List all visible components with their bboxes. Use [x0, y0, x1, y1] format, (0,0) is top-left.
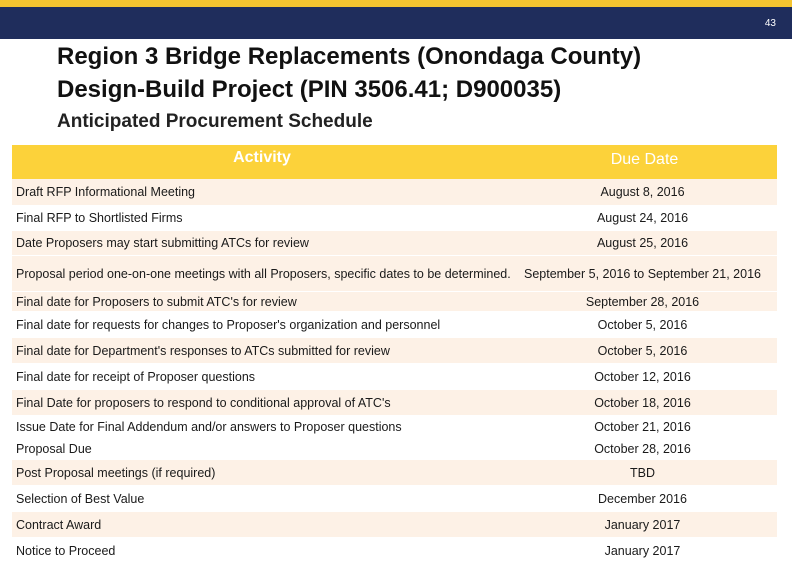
table-row: [12, 486, 777, 512]
table-row: [12, 231, 777, 256]
activity-cell: Final date for Proposers to submit ATC's for review: [16, 294, 297, 309]
activity-cell: Proposal Due: [16, 441, 92, 456]
date-cell: September 28, 2016: [585, 294, 700, 309]
date-cell: October 18, 2016: [594, 395, 691, 410]
table-row: [12, 256, 777, 292]
schedule-table: [12, 145, 777, 558]
date-cell: August 8, 2016: [600, 185, 685, 199]
date-cell: January 2017: [604, 543, 681, 558]
activity-cell: Final Date for proposers to respond to conditional approval of ATC's: [16, 395, 391, 410]
header-activity: Activity: [233, 149, 291, 166]
table-row: [12, 338, 777, 364]
page-subtitle: Anticipated Procurement Schedule: [57, 111, 373, 132]
title-line-1: Region 3 Bridge Replacements (Onondaga County): [57, 43, 642, 70]
header-due-date: Due Date: [610, 151, 679, 168]
table-row: [12, 538, 777, 564]
date-cell: TBD: [630, 465, 655, 480]
date-cell: October 5, 2016: [597, 317, 688, 332]
date-cell: October 21, 2016: [594, 419, 691, 434]
activity-cell: Proposal period one-on-one meetings with all Proposers, specific dates to be determined.: [16, 266, 511, 281]
activity-cell: Date Proposers may start submitting ATCs for review: [16, 236, 309, 250]
activity-cell: Contract Award: [16, 517, 102, 532]
date-cell: October 28, 2016: [594, 441, 691, 456]
top-accent-stripe: [0, 0, 792, 7]
table-row: [12, 364, 777, 390]
table-row: [12, 460, 777, 486]
table-row: [12, 390, 777, 416]
date-cell: September 5, 2016 to September 21, 2016: [524, 266, 761, 281]
table-row: [12, 292, 777, 312]
activity-cell: Final date for receipt of Proposer questions: [16, 369, 256, 384]
activity-cell: Post Proposal meetings (if required): [16, 465, 216, 480]
table-row: [12, 416, 777, 438]
table-row: [12, 512, 777, 538]
page-title: [57, 40, 777, 106]
table-row: [12, 206, 777, 231]
activity-cell: Final RFP to Shortlisted Firms: [16, 211, 183, 225]
date-cell: December 2016: [598, 491, 687, 506]
date-cell: August 25, 2016: [596, 236, 689, 250]
date-cell: October 5, 2016: [597, 343, 688, 358]
header-bar: [0, 7, 792, 39]
activity-cell: Final date for requests for changes to Proposer's organization and personnel: [16, 317, 441, 332]
table-row: [12, 438, 777, 460]
page-number: 43: [764, 18, 776, 29]
date-cell: October 12, 2016: [594, 369, 691, 384]
date-cell: August 24, 2016: [596, 211, 689, 225]
activity-cell: Issue Date for Final Addendum and/or answers to Proposer questions: [16, 419, 402, 434]
title-line-2: Design-Build Project (PIN 3506.41; D900035): [57, 76, 562, 103]
activity-cell: Final date for Department's responses to ATCs submitted for review: [16, 343, 390, 358]
table-header-row: [12, 145, 777, 179]
table-row: [12, 179, 777, 206]
activity-cell: Draft RFP Informational Meeting: [16, 185, 196, 199]
date-cell: January 2017: [604, 517, 681, 532]
activity-cell: Selection of Best Value: [16, 491, 145, 506]
table-row: [12, 312, 777, 338]
activity-cell: Notice to Proceed: [16, 543, 116, 558]
